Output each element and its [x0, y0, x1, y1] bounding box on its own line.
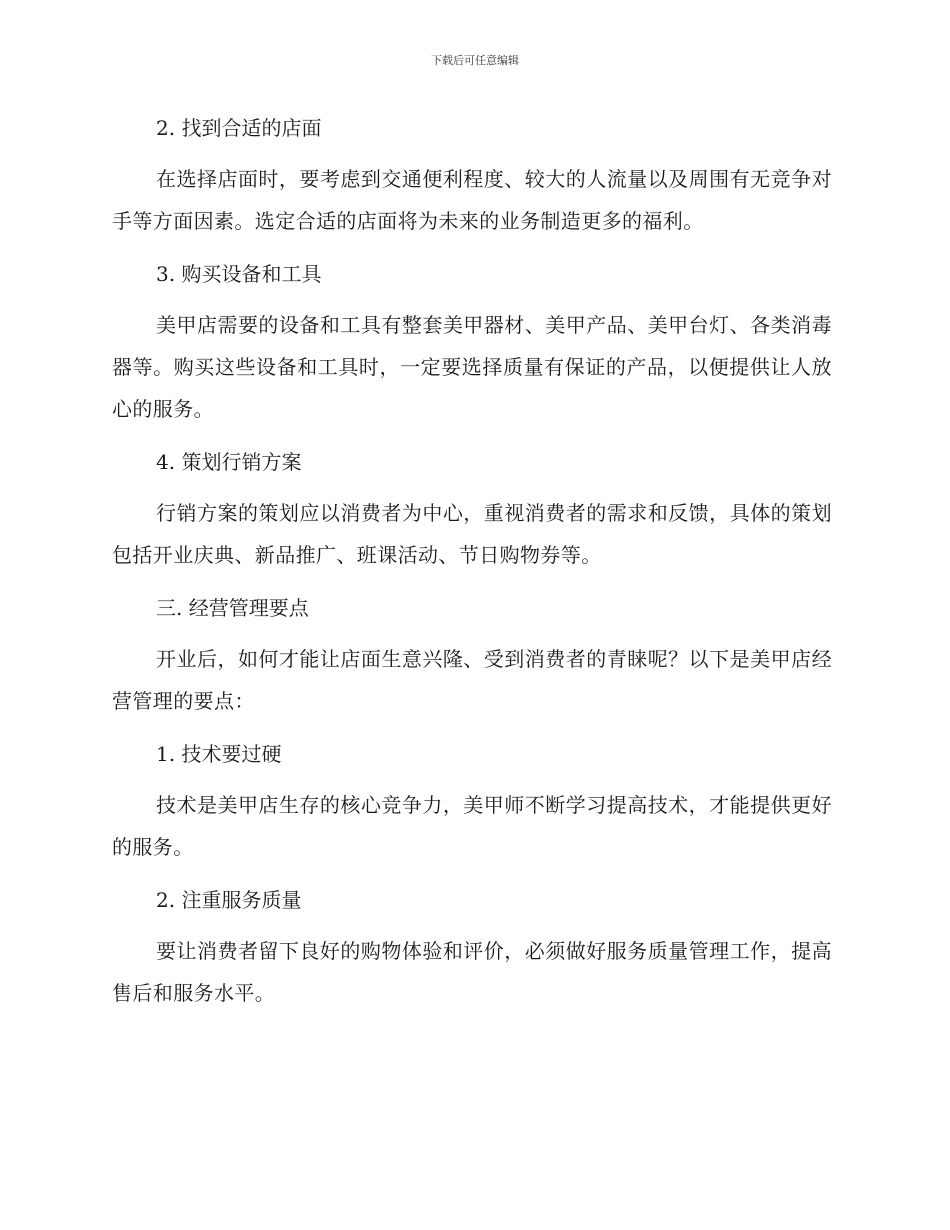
- section-paragraph: 技术是美甲店生存的核心竞争力，美甲师不断学习提高技术，才能提供更好的服务。: [112, 793, 832, 859]
- section-heading: 2. 找到合适的店面: [156, 116, 322, 140]
- section-paragraph: 行销方案的策划应以消费者为中心，重视消费者的需求和反馈，具体的策划包括开业庆典、新品推广、班课活动、节日购物券等。: [112, 501, 832, 567]
- section-heading: 3. 购买设备和工具: [156, 262, 322, 286]
- section-heading: 1. 技术要过硬: [156, 742, 282, 766]
- section-paragraph: 开业后，如何才能让店面生意兴隆、受到消费者的青睐呢？以下是美甲店经营管理的要点：: [112, 647, 832, 713]
- page-header-note: 下载后可任意编辑: [431, 54, 519, 67]
- section-heading: 4. 策划行销方案: [156, 450, 302, 474]
- section-heading: 三. 经营管理要点: [156, 596, 309, 620]
- document-body: [112, 108, 832, 1014]
- section-heading: 2. 注重服务质量: [156, 888, 302, 912]
- section-paragraph: 美甲店需要的设备和工具有整套美甲器材、美甲产品、美甲台灯、各类消毒器等。购买这些设备和工具时，一定要选择质量有保证的产品，以便提供让人放心的服务。: [112, 313, 832, 421]
- section-paragraph: 要让消费者留下良好的购物体验和评价，必须做好服务质量管理工作，提高售后和服务水平。: [112, 939, 832, 1005]
- section-paragraph: 在选择店面时，要考虑到交通便利程度、较大的人流量以及周围有无竞争对手等方面因素。选定合适的店面将为未来的业务制造更多的福利。: [112, 167, 832, 233]
